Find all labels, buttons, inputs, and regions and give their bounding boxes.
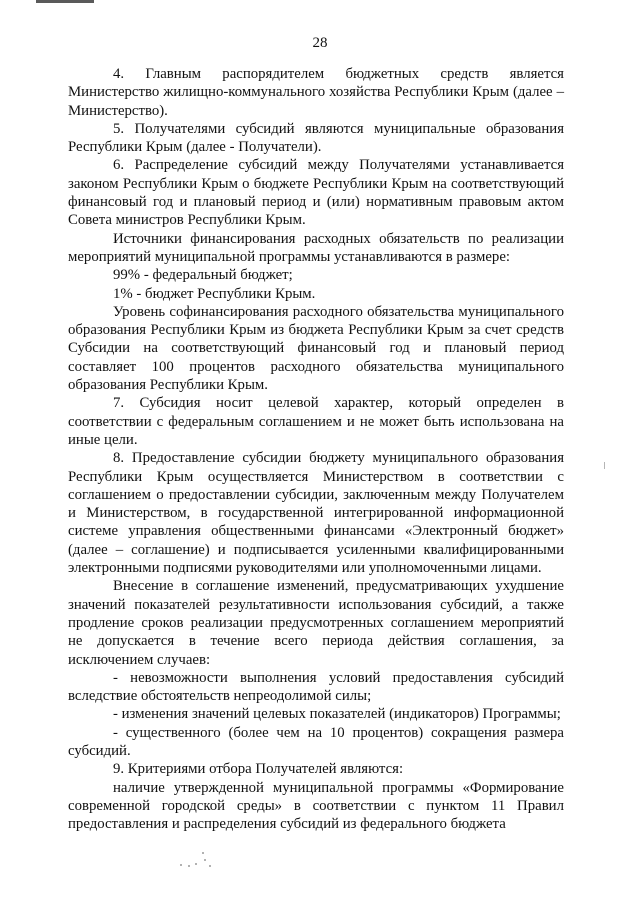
list-item-indicator-changes: - изменения значений целевых показателей (индикаторов) Программы; <box>113 706 561 723</box>
paragraph-4-main-administrator: 4. Главным распорядителем бюджетных средств является Министерство жилищно-коммунального хозяйства Республики Крым (далее – Министерство). <box>68 66 564 119</box>
scan-edge-mark <box>36 0 94 3</box>
paragraph-regional-share: 1% - бюджет Республики Крым. <box>113 285 316 302</box>
list-item-force-majeure: - невозможности выполнения условий предоставления субсидий вследствие обстоятельств непреодолимой силы; <box>68 669 564 705</box>
scan-noise-dots <box>178 850 218 872</box>
page-number: 28 <box>312 35 328 51</box>
paragraph-agreement-changes: Внесение в соглашение изменений, предусматривающих ухудшение значений показателей результативности использования субсидий, а также продление сроков реализации предусмотренных соглашением мероприятий не допускается в течение всего периода действия соглашения, за исключением случаев: <box>68 578 564 668</box>
paragraph-9-selection-criteria: 9. Критериями отбора Получателей являются: <box>113 761 404 778</box>
paragraph-program-requirement: наличие утвержденной муниципальной программы «Формирование современной городской среды» в соответствии с пунктом 11 Правил предоставления и распределения субсидий из федерального бюджета <box>68 779 564 833</box>
paragraph-8-subsidy-provision: 8. Предоставление субсидии бюджету муниципального образования Республики Крым осуществляется Министерством в соответствии с соглашением о предоставлении субсидии, заключенным между Получателем и Министерством, в государственной интегрированной информационной системе управления общественными финансами «Электронный бюджет» (далее – соглашение) и подписывается усиленными квалифицированными электронными подписями руководителями или уполномоченными лицами. <box>68 450 564 577</box>
document-body <box>68 65 564 833</box>
paragraph-5-recipients: 5. Получателями субсидий являются муниципальные образования Республики Крым (далее - Получатели). <box>68 120 564 156</box>
paragraph-funding-sources: Источники финансирования расходных обязательств по реализации мероприятий муниципальной программы устанавливаются в размере: <box>68 230 564 265</box>
paragraph-federal-share: 99% - федеральный бюджет; <box>113 267 293 284</box>
list-item-subsidy-reduction: - существенного (более чем на 10 процентов) сокращения размера субсидий. <box>68 724 564 759</box>
paragraph-6-distribution: 6. Распределение субсидий между Получателями устанавливается законом Республики Крым о бюджете Республики Крым на соответствующий финансовый год и плановый период и (или) нормативным правовым актом Совета министров Республики Крым. <box>68 157 564 229</box>
paragraph-7-targeted-nature: 7. Субсидия носит целевой характер, который определен в соответствии с федеральным соглашением и не может быть использована на иные цели. <box>68 395 564 448</box>
scan-edge-tick <box>604 462 605 469</box>
paragraph-cofinancing-level: Уровень софинансирования расходного обязательства муниципального образования Республики Крым из бюджета Республики Крым за счет средств Субсидии на соответствующий финансовый год и плановый период составляет 100 процентов расходного обязательства муниципального образования Республики Крым. <box>68 303 564 394</box>
